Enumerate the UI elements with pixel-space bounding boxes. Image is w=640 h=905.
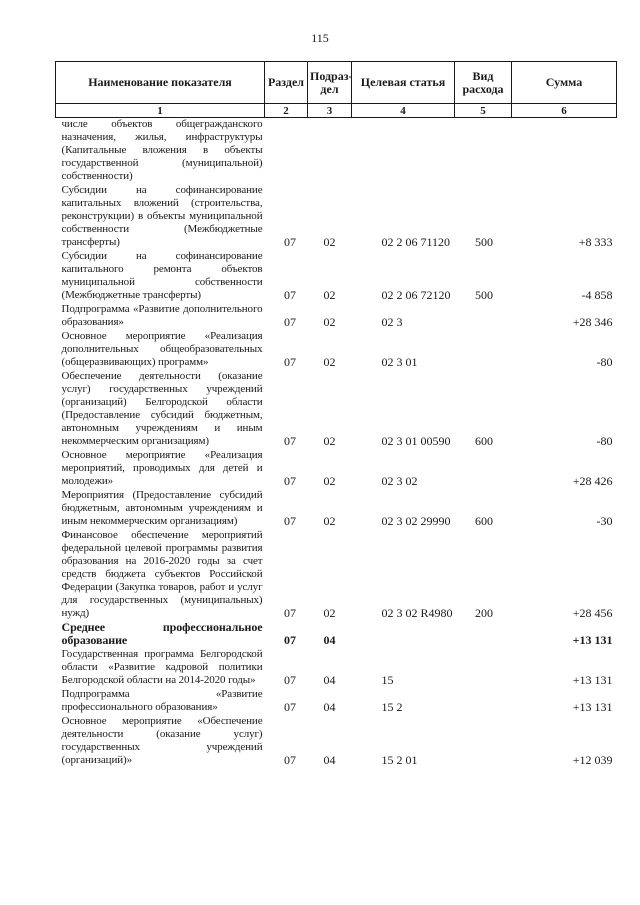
table-row [56, 330, 617, 370]
row-expense-type [455, 621, 512, 648]
row-expense-type [455, 648, 512, 688]
row-name: Подпрограмма «Развитие дополнительного образования» [61, 303, 263, 328]
header-expense-type: Вид расхода [455, 62, 512, 104]
row-expense-type: 600 [475, 434, 493, 448]
row-sum: +28 426 [572, 474, 613, 488]
row-name: Основное мероприятие «Реализация мероприятий, проводимых для детей и молодежи» [61, 449, 263, 487]
row-name: Субсидии на софинансирование капитальных вложений (строительства, реконструкции) в объекты муниципальной собственности (Межбюджетные трансферты) [61, 184, 263, 248]
row-expense-type: 500 [475, 235, 493, 249]
row-expense-type: 500 [475, 288, 493, 302]
table-row [56, 648, 617, 688]
column-number: 2 [265, 104, 308, 118]
row-name: Мероприятия (Предоставление субсидий бюджетным, автономным учреждениям и иным некоммерческим организациям) [61, 489, 263, 527]
row-sum: +28 456 [572, 606, 613, 620]
row-name: Основное мероприятие «Реализация дополнительных общеобразовательных (общеразвивающих) программ» [61, 330, 263, 368]
header-name: Наименование показателя [56, 62, 265, 104]
row-sum: -30 [596, 514, 613, 528]
row-target [352, 118, 455, 185]
table-row [56, 688, 617, 715]
row-subsection: 02 [323, 355, 336, 369]
row-subsection: 02 [323, 514, 336, 528]
row-target: 02 3 01 [381, 355, 418, 369]
row-sum: +13 131 [572, 673, 613, 687]
row-subsection: 02 [323, 434, 336, 448]
row-name: числе объектов общегражданского назначения, жилья, инфраструктуры (Капитальные вложения в объекты государственной (муниципальной) собственности) [61, 118, 263, 182]
column-number: 4 [352, 104, 455, 118]
table-row [56, 370, 617, 449]
row-subsection: 02 [323, 288, 336, 302]
budget-table [55, 61, 617, 768]
row-expense-type: 200 [475, 606, 493, 620]
column-number: 3 [308, 104, 352, 118]
row-expense-type [455, 303, 512, 330]
table-row [56, 529, 617, 621]
row-target: 15 2 [381, 700, 403, 714]
row-sum: +12 039 [572, 753, 613, 767]
row-expense-type [455, 330, 512, 370]
table-row [56, 303, 617, 330]
column-number: 1 [56, 104, 265, 118]
table-row [56, 449, 617, 489]
row-sum: +8 333 [578, 235, 613, 249]
row-section: 07 [284, 514, 296, 528]
row-sum: +13 131 [572, 633, 613, 647]
row-target: 02 3 02 R4980 [381, 606, 453, 620]
row-target: 15 2 01 [381, 753, 418, 767]
row-section: 07 [284, 434, 296, 448]
row-expense-type [455, 715, 512, 768]
table-row [56, 715, 617, 768]
row-target [352, 621, 455, 648]
row-name: Основное мероприятие «Обеспечение деятельности (оказание услуг) государственных учреждений (организаций)» [61, 715, 263, 766]
row-section: 07 [284, 700, 296, 714]
row-target: 02 2 06 72120 [381, 288, 451, 302]
row-section: 07 [284, 474, 296, 488]
row-name: Обеспечение деятельности (оказание услуг) государственных учреждений (организаций) Белгородской области (Предоставление субсидий бюджетным, автономным учреждениям и иным некоммерческим организациям) [61, 370, 263, 447]
row-target: 02 3 02 [381, 474, 418, 488]
table-body [56, 118, 617, 769]
row-section [265, 118, 308, 185]
header-target: Целевая статья [352, 62, 455, 104]
row-sum: -80 [596, 355, 613, 369]
row-section: 07 [284, 753, 296, 767]
row-subsection: 04 [323, 700, 336, 714]
table-header [56, 62, 617, 118]
table-row [56, 621, 617, 648]
row-subsection: 02 [323, 606, 336, 620]
row-section: 07 [284, 235, 296, 249]
row-sum: -80 [596, 434, 613, 448]
row-expense-type [455, 118, 512, 185]
row-target: 02 3 01 00590 [381, 434, 451, 448]
row-subsection [308, 118, 352, 185]
column-number: 6 [512, 104, 617, 118]
table-row [56, 118, 617, 185]
row-subsection: 04 [323, 673, 336, 687]
row-expense-type [455, 449, 512, 489]
row-section: 07 [284, 288, 296, 302]
column-number-row [56, 104, 617, 118]
page-number: 115 [311, 31, 329, 45]
row-target: 02 2 06 71120 [381, 235, 451, 249]
row-name: Субсидии на софинансирование капитального ремонта объектов муниципальной собственности (Межбюджетные трансферты) [61, 250, 263, 301]
table-row [56, 250, 617, 303]
row-section: 07 [284, 673, 296, 687]
header-subsection: Подраз-дел [308, 62, 352, 104]
row-subsection: 02 [323, 315, 336, 329]
row-expense-type [455, 688, 512, 715]
row-section: 07 [284, 355, 296, 369]
row-target: 02 3 [381, 315, 403, 329]
table-row [56, 184, 617, 250]
row-name: Среднее профессиональное образование [61, 620, 263, 647]
row-section: 07 [284, 315, 296, 329]
row-target: 15 [381, 673, 394, 687]
row-subsection: 02 [323, 474, 336, 488]
row-section: 07 [284, 633, 296, 647]
row-name: Государственная программа Белгородской области «Развитие кадровой политики Белгородской области на 2014-2020 годы» [61, 648, 263, 686]
row-sum: -4 858 [581, 288, 613, 302]
row-sum [512, 118, 617, 185]
row-sum: +13 131 [572, 700, 613, 714]
row-sum: +28 346 [572, 315, 613, 329]
row-subsection: 04 [323, 753, 336, 767]
column-number: 5 [455, 104, 512, 118]
row-target: 02 3 02 29990 [381, 514, 451, 528]
row-subsection: 04 [323, 633, 336, 647]
header-row [56, 62, 617, 104]
table-row [56, 489, 617, 529]
row-subsection: 02 [323, 235, 336, 249]
row-section: 07 [284, 606, 296, 620]
row-name: Подпрограмма «Развитие профессионального образования» [61, 688, 263, 713]
row-name: Финансовое обеспечение мероприятий федеральной целевой программы развития образования на 2016-2020 годы за счет средств бюджета субъектов Российской Федерации (Закупка товаров, работ и услуг для государственных (муниципальных) нужд) [61, 529, 263, 619]
header-sum: Сумма [512, 62, 617, 104]
header-section: Раздел [265, 62, 308, 104]
row-expense-type: 600 [475, 514, 493, 528]
